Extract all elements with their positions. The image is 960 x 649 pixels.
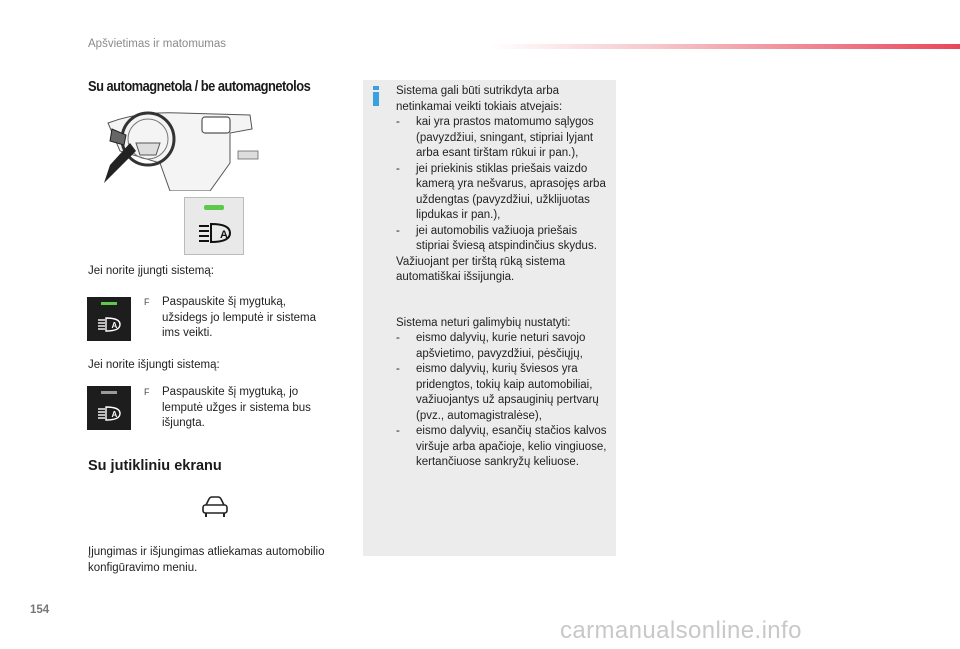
info-text [396,84,610,471]
info-item: - eismo dalyvių, kurių šviesos yra pridengtos, tokių kaip automobiliai, važiuojantys už apsauginių pertvarų (pvz., automagistralėse), [396,363,599,422]
header-accent-bar [490,44,960,49]
svg-text:A: A [111,321,118,330]
page-number: 154 [30,604,50,616]
high-beam-assist-on-icon [87,297,131,341]
info-intro: Sistema gali būti sutrikdyta arba netinkamai veikti tokiais atvejais: [396,85,563,113]
high-beam-assist-off-icon [87,386,131,430]
button-icon-on [87,297,131,341]
section-title-radio: Su automagnetola / be automagnetolos [88,78,311,95]
info-item: - jei priekinis stiklas priešais vaizdo kamerą yra nešvarus, aprasojęs arba uždengtas (pavyzdžiui, užklijuotas lipdukas ir pan.), [396,162,606,221]
enable-instruction: F Paspauskite šį mygtuką, užsidegs jo lemputė ir sistema ims veikti. [144,296,317,339]
bullet-marker: F [144,387,150,397]
touchscreen-text: Įjungimas ir išjungimas atliekamas automobilio konfigūravimo meniu. [88,546,325,574]
chapter-title: Apšvietimas ir matomumas [88,38,227,50]
info-intro-2: Sistema neturi galimybių nustatyti: [396,316,571,329]
disable-instruction-label: Jei norite išjungti sistemą: [88,359,220,371]
info-icon [371,86,381,106]
info-item: - eismo dalyvių, esančių stačios kalvos viršuje arba apačioje, kelio vingiuose, kertančiuose sankryžų keliuose. [396,425,607,468]
svg-text:A: A [111,410,118,419]
enable-instruction-label: Jei norite įjungti sistemą: [88,265,214,277]
disable-instruction: F Paspauskite šį mygtuką, jo lemputė užges ir sistema bus išjungta. [144,386,311,429]
bullet-marker: F [144,297,150,307]
button-icon-off [87,386,131,430]
section-title-touchscreen: Su jutikliniu ekranu [88,458,222,474]
car-icon [200,495,230,519]
info-item: - jei automobilis važiuoja priešais stipriai šviesą atspindinčius skydus. [396,224,597,252]
dashboard-illustration [100,103,260,191]
high-beam-assist-button-illustration [184,197,244,255]
info-item: - eismo dalyvių, kurie neturi savojo apšvietimo, pavyzdžiui, pėsčiųjų, [396,332,586,360]
watermark: carmanualsonline.info [560,617,802,644]
high-beam-assist-icon [185,198,243,254]
info-outro: Važiuojant per tirštą rūką sistema automatiškai išsijungia. [396,255,566,283]
info-item: - kai yra prastos matomumo sąlygos (pavyzdžiui, sningant, stipriai lyjant arba esant tirštam rūkui ir pan.), [396,116,594,159]
svg-text:A: A [220,229,228,241]
